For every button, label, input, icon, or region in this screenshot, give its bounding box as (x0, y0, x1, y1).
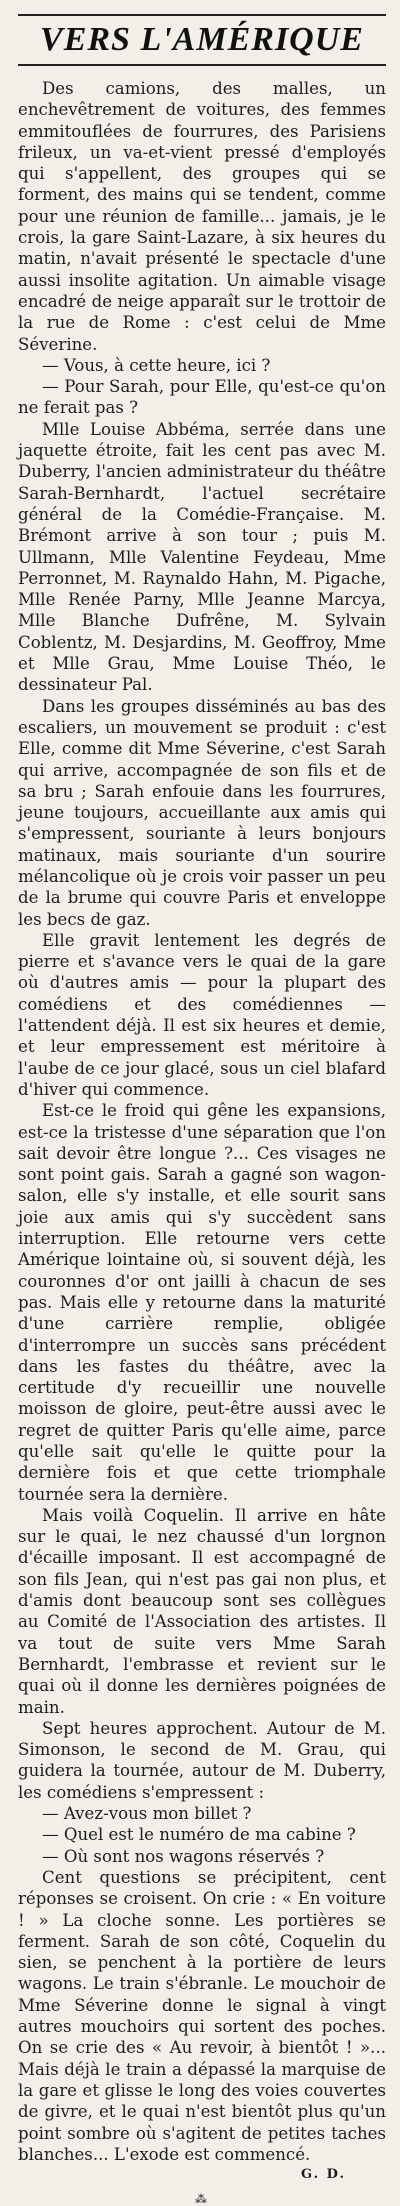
asterism-ornament: ⁂ (195, 2192, 209, 2206)
paragraph: Cent questions se précipitent, cent réponses se croisent. On crie : « En voiture ! » La cloche sonne. Les portières se ferment. Sarah de son côté, Coquelin du sien, se penchent à la portière de leurs wagons. Le train s'ébranle. Le mouchoir de Mme Séverine donne le signal à vingt autres mouchoirs qui sortent des poches. On se crie des « Au revoir, à bientôt ! »... Mais déjà le train a dépassé la marquise de la gare et glisse le long des voies couvertes de givre, et le quai n'est bientôt plus qu'un point sombre où s'agitent de petites taches blanches... L'exode est commencé. (18, 1867, 386, 2164)
paragraph: Elle gravit lentement les degrés de pierre et s'avance vers le quai de la gare où d'autres amis — pour la plupart des comédiens et des comédiennes — l'attendent déjà. Il est six heures et demie, et leur empressement est méritoire à l'aube de ce jour glacé, sous un ciel blafard d'hiver qui commence. (18, 930, 386, 1099)
newspaper-column (0, 14, 400, 2206)
paragraph: Mlle Louise Abbéma, serrée dans une jaquette étroite, fait les cent pas avec M. Duberry, l'ancien administrateur du théâtre Sarah-Bernhardt, l'actuel secrétaire général de la Comédie-Française. M. Brémont arrive à son tour ; puis M. Ullmann, Mlle Valentine Feydeau, Mme Perronnet, M. Raynaldo Hahn, M. Pigache, Mlle Renée Parny, Mlle Jeanne Marcya, Mlle Blanche Dufrêne, M. Sylvain Coblentz, M. Desjardins, M. Geoffroy, Mme et Mlle Grau, Mme Louise Théo, le dessinateur Pal. (18, 419, 386, 695)
article-body (18, 78, 386, 2165)
top-rule (18, 14, 386, 16)
dialogue-line: — Quel est le numéro de ma cabine ? (42, 1825, 356, 1845)
paragraph: Sept heures approchent. Autour de M. Simonson, le second de M. Grau, qui guidera la tournée, autour de M. Duberry, les comédiens s'empressent : (18, 1718, 386, 1802)
paragraph: Dans les groupes disséminés au bas des escaliers, un mouvement se produit : c'est Elle, comme dit Mme Séverine, c'est Sarah qui arrive, accompagnée de son fils et de sa bru ; Sarah enfouie dans les fourrures, jeune toujours, accueillante aux amis qui s'empressent, souriante à leurs bonjours matinaux, mais souriante d'un sourire mélancolique où je crois voir passer un peu de la brume qui couvre Paris et enveloppe les becs de gaz. (18, 696, 386, 929)
dialogue-line: — Pour Sarah, pour Elle, qu'est-ce qu'on ne ferait pas ? (18, 377, 386, 418)
dialogue-line: — Où sont nos wagons réservés ? (42, 1846, 325, 1866)
dialogue-line: — Vous, à cette heure, ici ? (42, 355, 271, 375)
article-title: VERS L'AMÉRIQUE (40, 21, 364, 58)
paragraph: Est-ce le froid qui gêne les expansions, est-ce la tristesse d'une séparation que l'on sait devoir être longue ?... Ces visages ne sont point gais. Sarah a gagné son wagon-salon, elle s'y installe, et elle sourit sans joie aux amis qui s'y succèdent sans interruption. Elle retourne vers cette Amérique lointaine où, si souvent déjà, les couronnes d'or ont jailli à chacun de ses pas. Mais elle y retourne dans la maturité d'une carrière remplie, obligée d'interrompre un succès sans précédent dans les fastes du théâtre, avec la certitude d'y recueillir une nouvelle moisson de gloire, peut-être aussi avec le regret de quitter Paris qu'elle aime, parce qu'elle sait qu'elle le quitte pour la dernière fois et que cette triomphale tournée sera la dernière. (18, 1101, 386, 1504)
dialogue-line: — Avez-vous mon billet ? (42, 1804, 252, 1824)
paragraph: Mais voilà Coquelin. Il arrive en hâte sur le quai, le nez chaussé d'un lorgnon d'écaille imposant. Il est accompagné de son fils Jean, qui n'est pas gai non plus, et d'amis dont beaucoup sont ses collègues au Comité de l'Association des artistes. Il va tout de suite vers Mme Sarah Bernhardt, l'embrasse et revient sur le quai où il donne les dernières poignées de main. (18, 1505, 386, 1717)
title-rule (18, 64, 386, 66)
paragraph: Des camions, des malles, un enchevêtrement de voitures, des femmes emmitouflées de fourrures, des Parisiens frileux, un va-et-vient pressé d'employés qui s'appellent, des groupes qui se forment, des mains qui se tendent, comme pour une réunion de famille... jamais, je le crois, la gare Saint-Lazare, à six heures du matin, n'avait présenté le spectacle d'une aussi insolite agitation. Un aimable visage encadré de neige apparaît sur le trottoir de la rue de Rome : c'est celui de Mme Séverine. (18, 79, 386, 354)
author-signature: G. D. (300, 2167, 346, 2183)
